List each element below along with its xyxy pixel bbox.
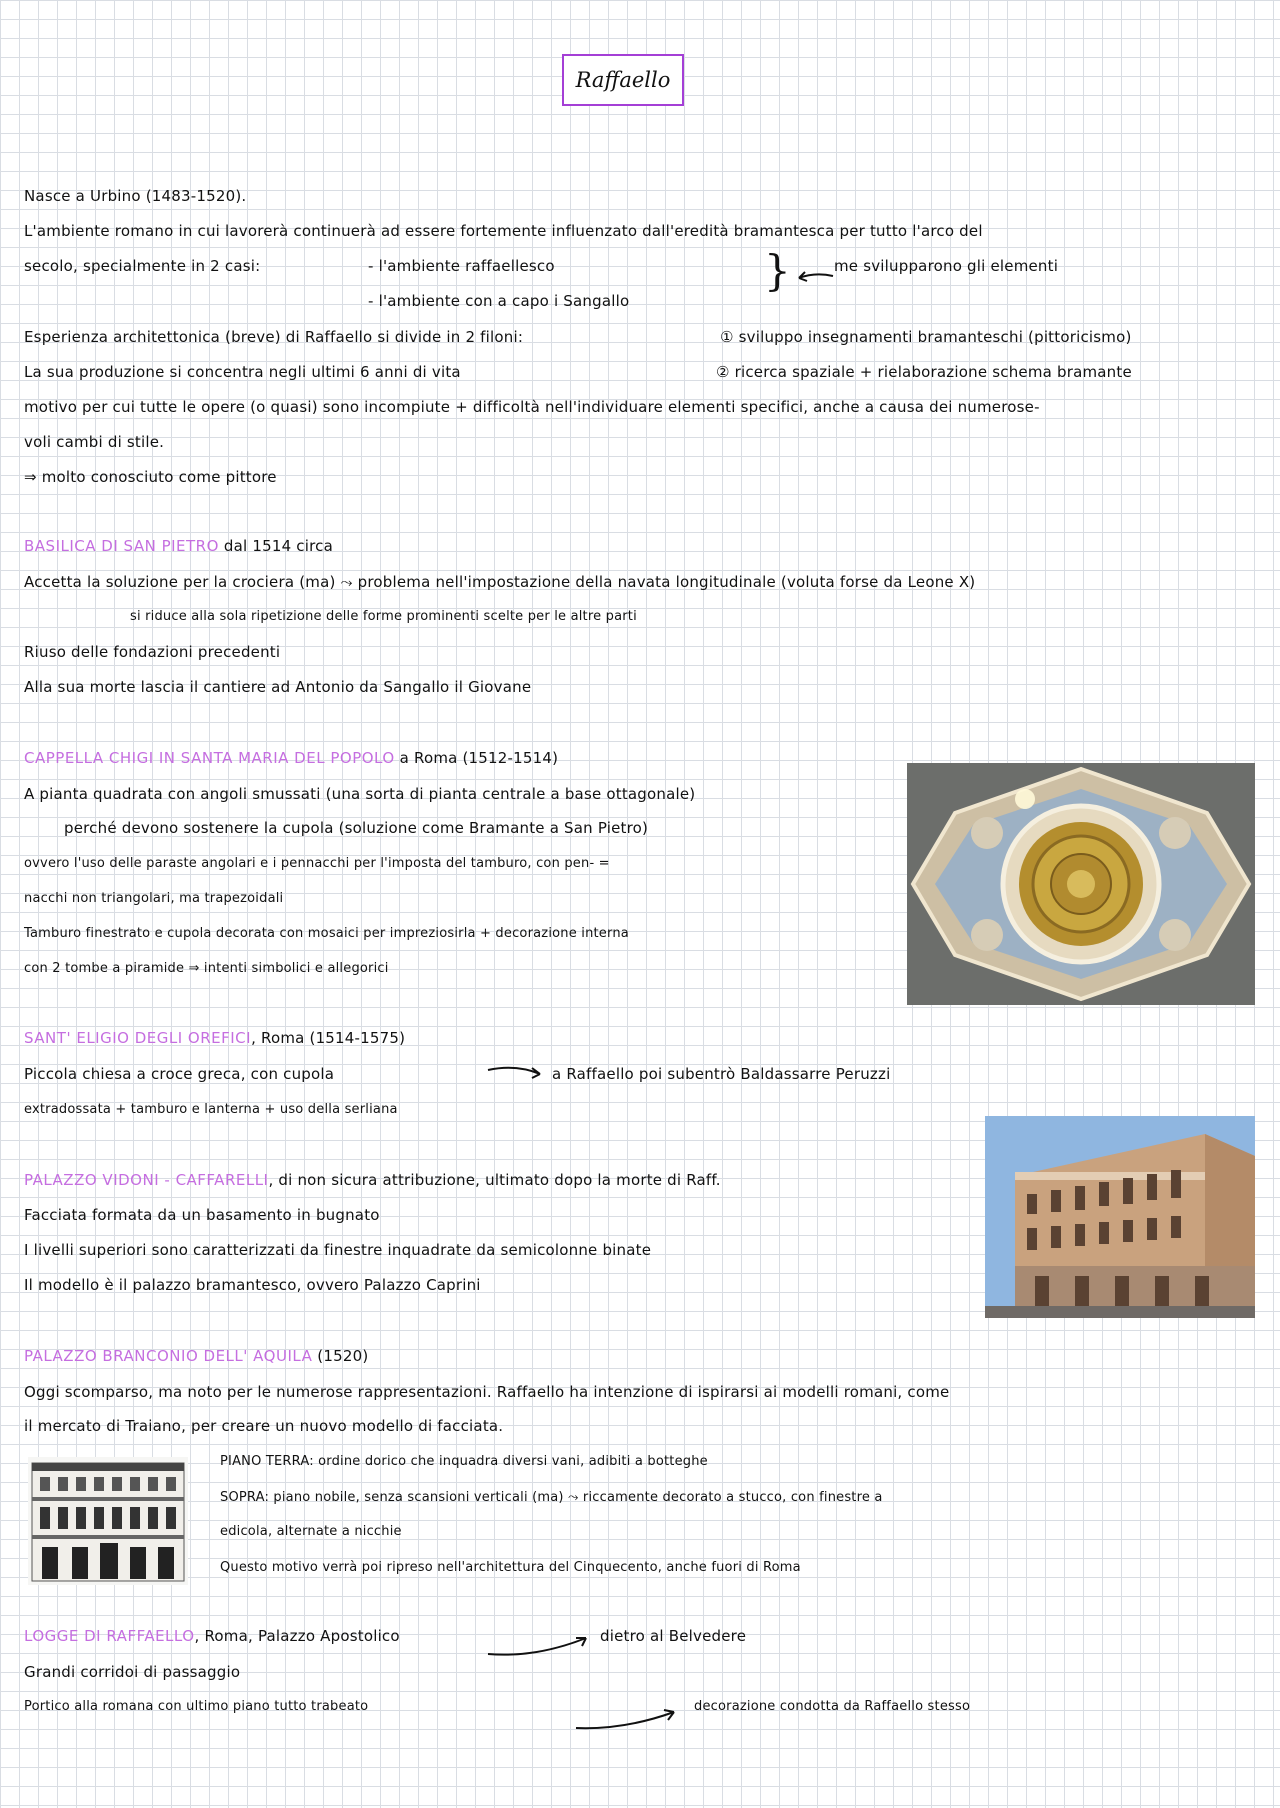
chigi-dome-photo <box>907 763 1255 1005</box>
logge-line: Grandi corridoi di passaggio <box>24 1663 241 1681</box>
intro-line: La sua produzione si concentra negli ultimi 6 anni di vita <box>24 363 461 381</box>
heading-rest: a Roma (1512-1514) <box>399 749 559 767</box>
heading-rest: , di non sicura attribuzione, ultimato dopo la morte di Raff. <box>268 1171 721 1189</box>
intro-line: ② ricerca spaziale + rielaborazione schema bramante <box>716 363 1132 381</box>
heading-label: BASILICA DI SAN PIETRO <box>24 537 219 555</box>
basilica-line: Riuso delle fondazioni precedenti <box>24 643 281 661</box>
heading-rest: dal 1514 circa <box>223 537 333 555</box>
section-heading-eligio <box>24 1028 405 1048</box>
basilica-line: Accetta la soluzione per la crociera (ma) ⤳ problema nell'impostazione della navata longitudinale (voluta forse da Leone X) <box>24 573 976 591</box>
heading-rest: , Roma (1514-1575) <box>251 1029 406 1047</box>
heading-label: PALAZZO BRANCONIO DELL' AQUILA <box>24 1347 313 1365</box>
eligio-line: a Raffaello poi subentrò Baldassarre Peruzzi <box>552 1065 891 1083</box>
heading-label: CAPPELLA CHIGI IN SANTA MARIA DEL POPOLO <box>24 749 395 767</box>
heading-label: PALAZZO VIDONI - CAFFARELLI <box>24 1171 269 1189</box>
chigi-line: ovvero l'uso delle paraste angolari e i pennacchi per l'imposta del tamburo, con pen- = <box>24 856 610 871</box>
section-heading-branconio <box>24 1346 368 1366</box>
branconio-line: edicola, alternate a nicchie <box>220 1524 402 1539</box>
eligio-line: extradossata + tamburo e lanterna + uso della serliana <box>24 1102 398 1117</box>
chigi-line: con 2 tombe a piramide ⇒ intenti simbolici e allegorici <box>24 961 389 976</box>
branconio-line: SOPRA: piano nobile, senza scansioni verticali (ma) ⤳ riccamente decorato a stucco, con finestre a <box>220 1490 883 1505</box>
palazzo-branconio-drawing <box>28 1457 188 1585</box>
brace-icon: } <box>764 246 791 295</box>
intro-line: voli cambi di stile. <box>24 433 165 451</box>
chigi-line: nacchi non triangolari, ma trapezoidali <box>24 891 284 906</box>
branconio-line: Oggi scomparso, ma noto per le numerose rappresentazioni. Raffaello ha intenzione di ispirarsi ai modelli romani, come <box>24 1383 950 1401</box>
intro-line: ⇒ molto conosciuto come pittore <box>24 468 277 486</box>
arrow-right-icon <box>486 1062 546 1082</box>
intro-line: - l'ambiente con a capo i Sangallo <box>368 292 630 310</box>
arrow-right-icon <box>486 1632 596 1662</box>
intro-line: Esperienza architettonica (breve) di Raffaello si divide in 2 filoni: <box>24 328 524 346</box>
logge-note: dietro al Belvedere <box>600 1627 747 1645</box>
basilica-line: Alla sua morte lascia il cantiere ad Antonio da Sangallo il Giovane <box>24 678 532 696</box>
section-heading-chigi <box>24 748 558 768</box>
section-heading-basilica <box>24 536 333 556</box>
basilica-line: si riduce alla sola ripetizione delle forme prominenti scelte per le altre parti <box>130 609 637 624</box>
logge-line: Portico alla romana con ultimo piano tutto trabeato <box>24 1699 369 1714</box>
page-title: Raffaello <box>562 54 684 106</box>
heading-rest: (1520) <box>317 1347 369 1365</box>
branconio-line: il mercato di Traiano, per creare un nuovo modello di facciata. <box>24 1417 504 1435</box>
chigi-line: Tamburo finestrato e cupola decorata con mosaici per impreziosirla + decorazione interna <box>24 926 629 941</box>
vidoni-line: Il modello è il palazzo bramantesco, ovvero Palazzo Caprini <box>24 1276 481 1294</box>
heading-label: LOGGE DI RAFFAELLO <box>24 1627 195 1645</box>
intro-line: Nasce a Urbino (1483-1520). <box>24 187 247 205</box>
heading-rest: , Roma, Palazzo Apostolico <box>194 1627 400 1645</box>
intro-line: motivo per cui tutte le opere (o quasi) sono incompiute + difficoltà nell'individuare elementi specifici, anche a causa dei numerose- <box>24 398 1040 416</box>
chigi-line: A pianta quadrata con angoli smussati (una sorta di pianta centrale a base ottagonale) <box>24 785 696 803</box>
intro-line: L'ambiente romano in cui lavorerà continuerà ad essere fortemente influenzato dall'eredità bramantesca per tutto l'arco del <box>24 222 983 240</box>
section-heading-logge <box>24 1626 400 1646</box>
arrow-left-icon <box>795 268 835 284</box>
heading-label: SANT' ELIGIO DEGLI OREFICI <box>24 1029 252 1047</box>
intro-line: - l'ambiente raffaellesco <box>368 257 555 275</box>
section-heading-vidoni <box>24 1170 721 1190</box>
intro-line: secolo, specialmente in 2 casi: <box>24 257 261 275</box>
intro-line: ① sviluppo insegnamenti bramanteschi (pittoricismo) <box>720 328 1132 346</box>
branconio-line: PIANO TERRA: ordine dorico che inquadra diversi vani, adibiti a botteghe <box>220 1454 708 1469</box>
eligio-line: Piccola chiesa a croce greca, con cupola <box>24 1065 335 1083</box>
palazzo-vidoni-photo <box>985 1116 1255 1318</box>
intro-line: me svilupparono gli elementi <box>834 257 1059 275</box>
vidoni-line: I livelli superiori sono caratterizzati da finestre inquadrate da semicolonne binate <box>24 1241 652 1259</box>
arrow-right-icon <box>574 1704 684 1734</box>
branconio-line: Questo motivo verrà poi ripreso nell'architettura del Cinquecento, anche fuori di Roma <box>220 1560 801 1575</box>
logge-note: decorazione condotta da Raffaello stesso <box>694 1699 971 1714</box>
vidoni-line: Facciata formata da un basamento in bugnato <box>24 1206 380 1224</box>
chigi-line: perché devono sostenere la cupola (soluzione come Bramante a San Pietro) <box>64 819 649 837</box>
